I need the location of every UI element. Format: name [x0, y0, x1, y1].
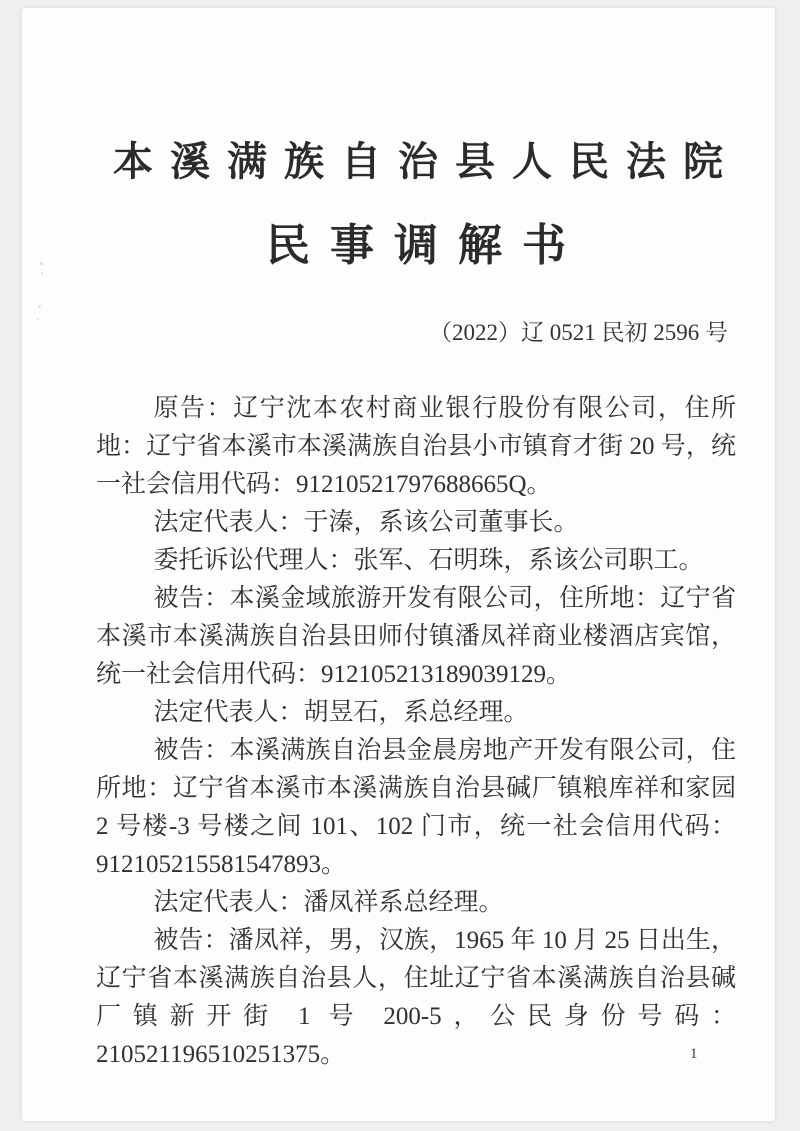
paragraph-plaintiff-legal-representative: 法定代表人：于溱，系该公司董事长。 — [153, 509, 579, 536]
paragraph-defendant-1: 被告：本溪金域旅游开发有限公司，住所地：辽宁省本溪市本溪满族自治县田师付镇潘凤祥商业楼酒店宾馆，统一社会信用代码：912105213189039129。 — [96, 585, 736, 688]
scan-speckle — [41, 272, 43, 275]
scan-speckle — [37, 318, 39, 320]
paragraph-plaintiff: 原告：辽宁沈本农村商业银行股份有限公司，住所地：辽宁省本溪市本溪满族自治县小市镇育才街 20 号，统一社会信用代码：91210521797688665Q。 — [96, 395, 736, 498]
paragraph-plaintiff-litigation-agents: 委托诉讼代理人：张军、石明珠，系该公司职工。 — [153, 547, 704, 574]
document-type-heading: 民事调解书 — [266, 221, 586, 270]
case-number: （2022）辽 0521 民初 2596 号 — [429, 320, 728, 345]
paragraph-defendant-2: 被告：本溪满族自治县金晨房地产开发有限公司，住所地：辽宁省本溪市本溪满族自治县碱厂镇粮库祥和家园 2 号楼-3 号楼之间 101、102 门市，统一社会信用代码：912105215581547893。 — [96, 737, 736, 878]
paragraph-defendant-2-legal-representative: 法定代表人：潘凤祥系总经理。 — [153, 889, 504, 916]
paragraph-defendant-3: 被告：潘凤祥，男，汉族，1965 年 10 月 25 日出生，辽宁省本溪满族自治县人，住址辽宁省本溪满族自治县碱厂镇新开街 1 号 200-5，公民身份号码：210521196510251375。 — [96, 927, 736, 1068]
paragraph-defendant-1-legal-representative: 法定代表人：胡昱石，系总经理。 — [153, 699, 529, 726]
court-name-heading: 本溪满族自治县人民法院 — [113, 139, 740, 184]
scan-speckle — [38, 305, 41, 308]
scan-speckle — [40, 262, 43, 265]
scanned-document-page — [22, 8, 775, 1121]
document-body — [96, 390, 736, 1074]
page-number: 1 — [690, 1046, 698, 1062]
